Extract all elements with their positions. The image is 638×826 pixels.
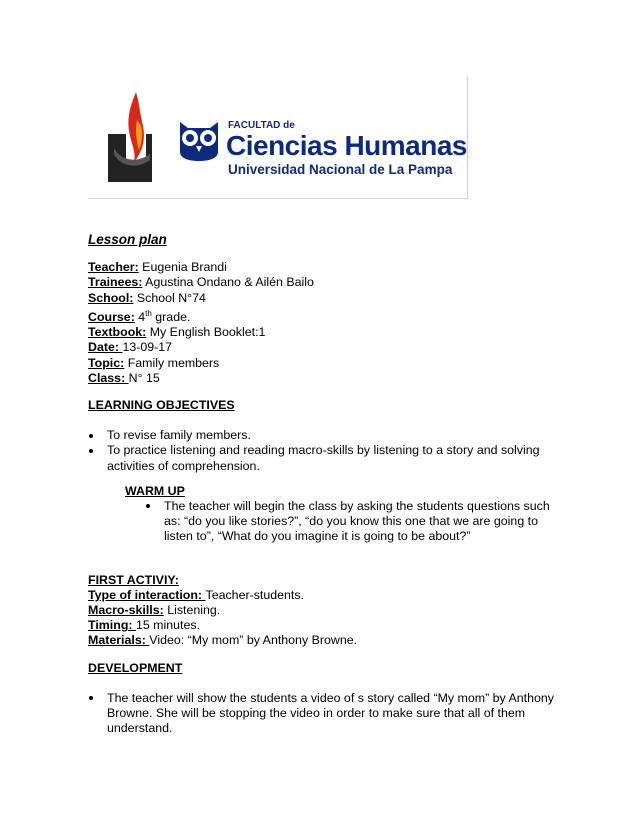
topic-field bbox=[88, 356, 558, 371]
field-label: Trainees: bbox=[88, 275, 143, 290]
field-label: Date: bbox=[88, 340, 123, 355]
field-value: 4 bbox=[134, 309, 146, 324]
school-field bbox=[88, 291, 558, 306]
field-label: Timing: bbox=[88, 618, 136, 633]
field-value: Teacher-students. bbox=[205, 587, 304, 602]
field-value: Listening. bbox=[163, 602, 221, 617]
field-value: Agustina Ondano & Ailén Bailo bbox=[142, 275, 314, 290]
field-value: Family members bbox=[124, 355, 220, 370]
flame-emblem-icon bbox=[106, 90, 158, 184]
field-value: Eugenia Brandi bbox=[138, 260, 227, 275]
logo-university-name: Universidad Nacional de La Pampa bbox=[228, 162, 453, 177]
lesson-plan-document bbox=[88, 232, 558, 736]
document-title: Lesson plan bbox=[88, 232, 167, 247]
interaction-field bbox=[88, 588, 558, 603]
class-field bbox=[88, 371, 558, 386]
learning-objectives-heading: LEARNING OBJECTIVES bbox=[88, 397, 235, 412]
field-label: Course: bbox=[88, 309, 135, 324]
list-item: The teacher will begin the class by asking the students questions such as: “do you like stories?”, “do you know this one that we are going to listen to”, “What do you imagine it is going to be about?” bbox=[145, 499, 558, 545]
textbook-field bbox=[88, 325, 558, 340]
field-label: Type of interaction: bbox=[88, 587, 206, 602]
warm-up-list bbox=[145, 499, 558, 545]
date-field bbox=[88, 340, 558, 355]
list-item: The teacher will show the students a video of s story called “My mom” by Anthony Browne. She will be stopping the video in order to make sure that all of them understand. bbox=[88, 691, 558, 737]
field-value: Video: “My mom” by Anthony Browne. bbox=[149, 633, 358, 648]
logo-faculty-line: FACULTAD de bbox=[228, 120, 295, 131]
field-label: Textbook: bbox=[88, 325, 147, 340]
field-value: N° 15 bbox=[128, 370, 160, 385]
field-value: 13-09-17 bbox=[122, 340, 173, 355]
field-label: Teacher: bbox=[88, 260, 139, 275]
field-value: 15 minutes. bbox=[135, 618, 201, 633]
warm-up-heading: WARM UP bbox=[125, 483, 185, 498]
materials-field bbox=[88, 633, 558, 648]
field-label: School: bbox=[88, 290, 134, 305]
field-label: Materials: bbox=[88, 633, 150, 648]
teacher-field bbox=[88, 260, 558, 275]
trainees-field bbox=[88, 275, 558, 290]
faculty-logo bbox=[88, 76, 468, 199]
logo-faculty-name: Ciencias Humanas bbox=[226, 130, 467, 161]
field-value: School N°74 bbox=[133, 290, 206, 305]
warm-up-section bbox=[125, 484, 558, 545]
course-field bbox=[88, 306, 558, 325]
field-value: My English Booklet:1 bbox=[146, 325, 266, 340]
list-item: To practice listening and reading macro-skills by listening to a story and solving activities of comprehension. bbox=[88, 443, 558, 473]
field-label: Class: bbox=[88, 370, 129, 385]
development-heading: DEVELOPMENT bbox=[88, 660, 183, 675]
development-list bbox=[88, 691, 558, 737]
list-item: To revise family members. bbox=[88, 428, 558, 443]
owl-icon bbox=[176, 116, 222, 162]
header-fields bbox=[88, 260, 558, 386]
first-activity-heading: FIRST ACTIVIY: bbox=[88, 572, 179, 587]
objectives-list bbox=[88, 428, 558, 474]
timing-field bbox=[88, 618, 558, 633]
field-value-suffix: grade. bbox=[151, 309, 191, 324]
first-activity-section bbox=[88, 573, 558, 649]
field-label: Topic: bbox=[88, 355, 125, 370]
macro-skills-field bbox=[88, 603, 558, 618]
field-label: Macro-skills: bbox=[88, 602, 164, 617]
field-superscript: th bbox=[145, 308, 152, 318]
